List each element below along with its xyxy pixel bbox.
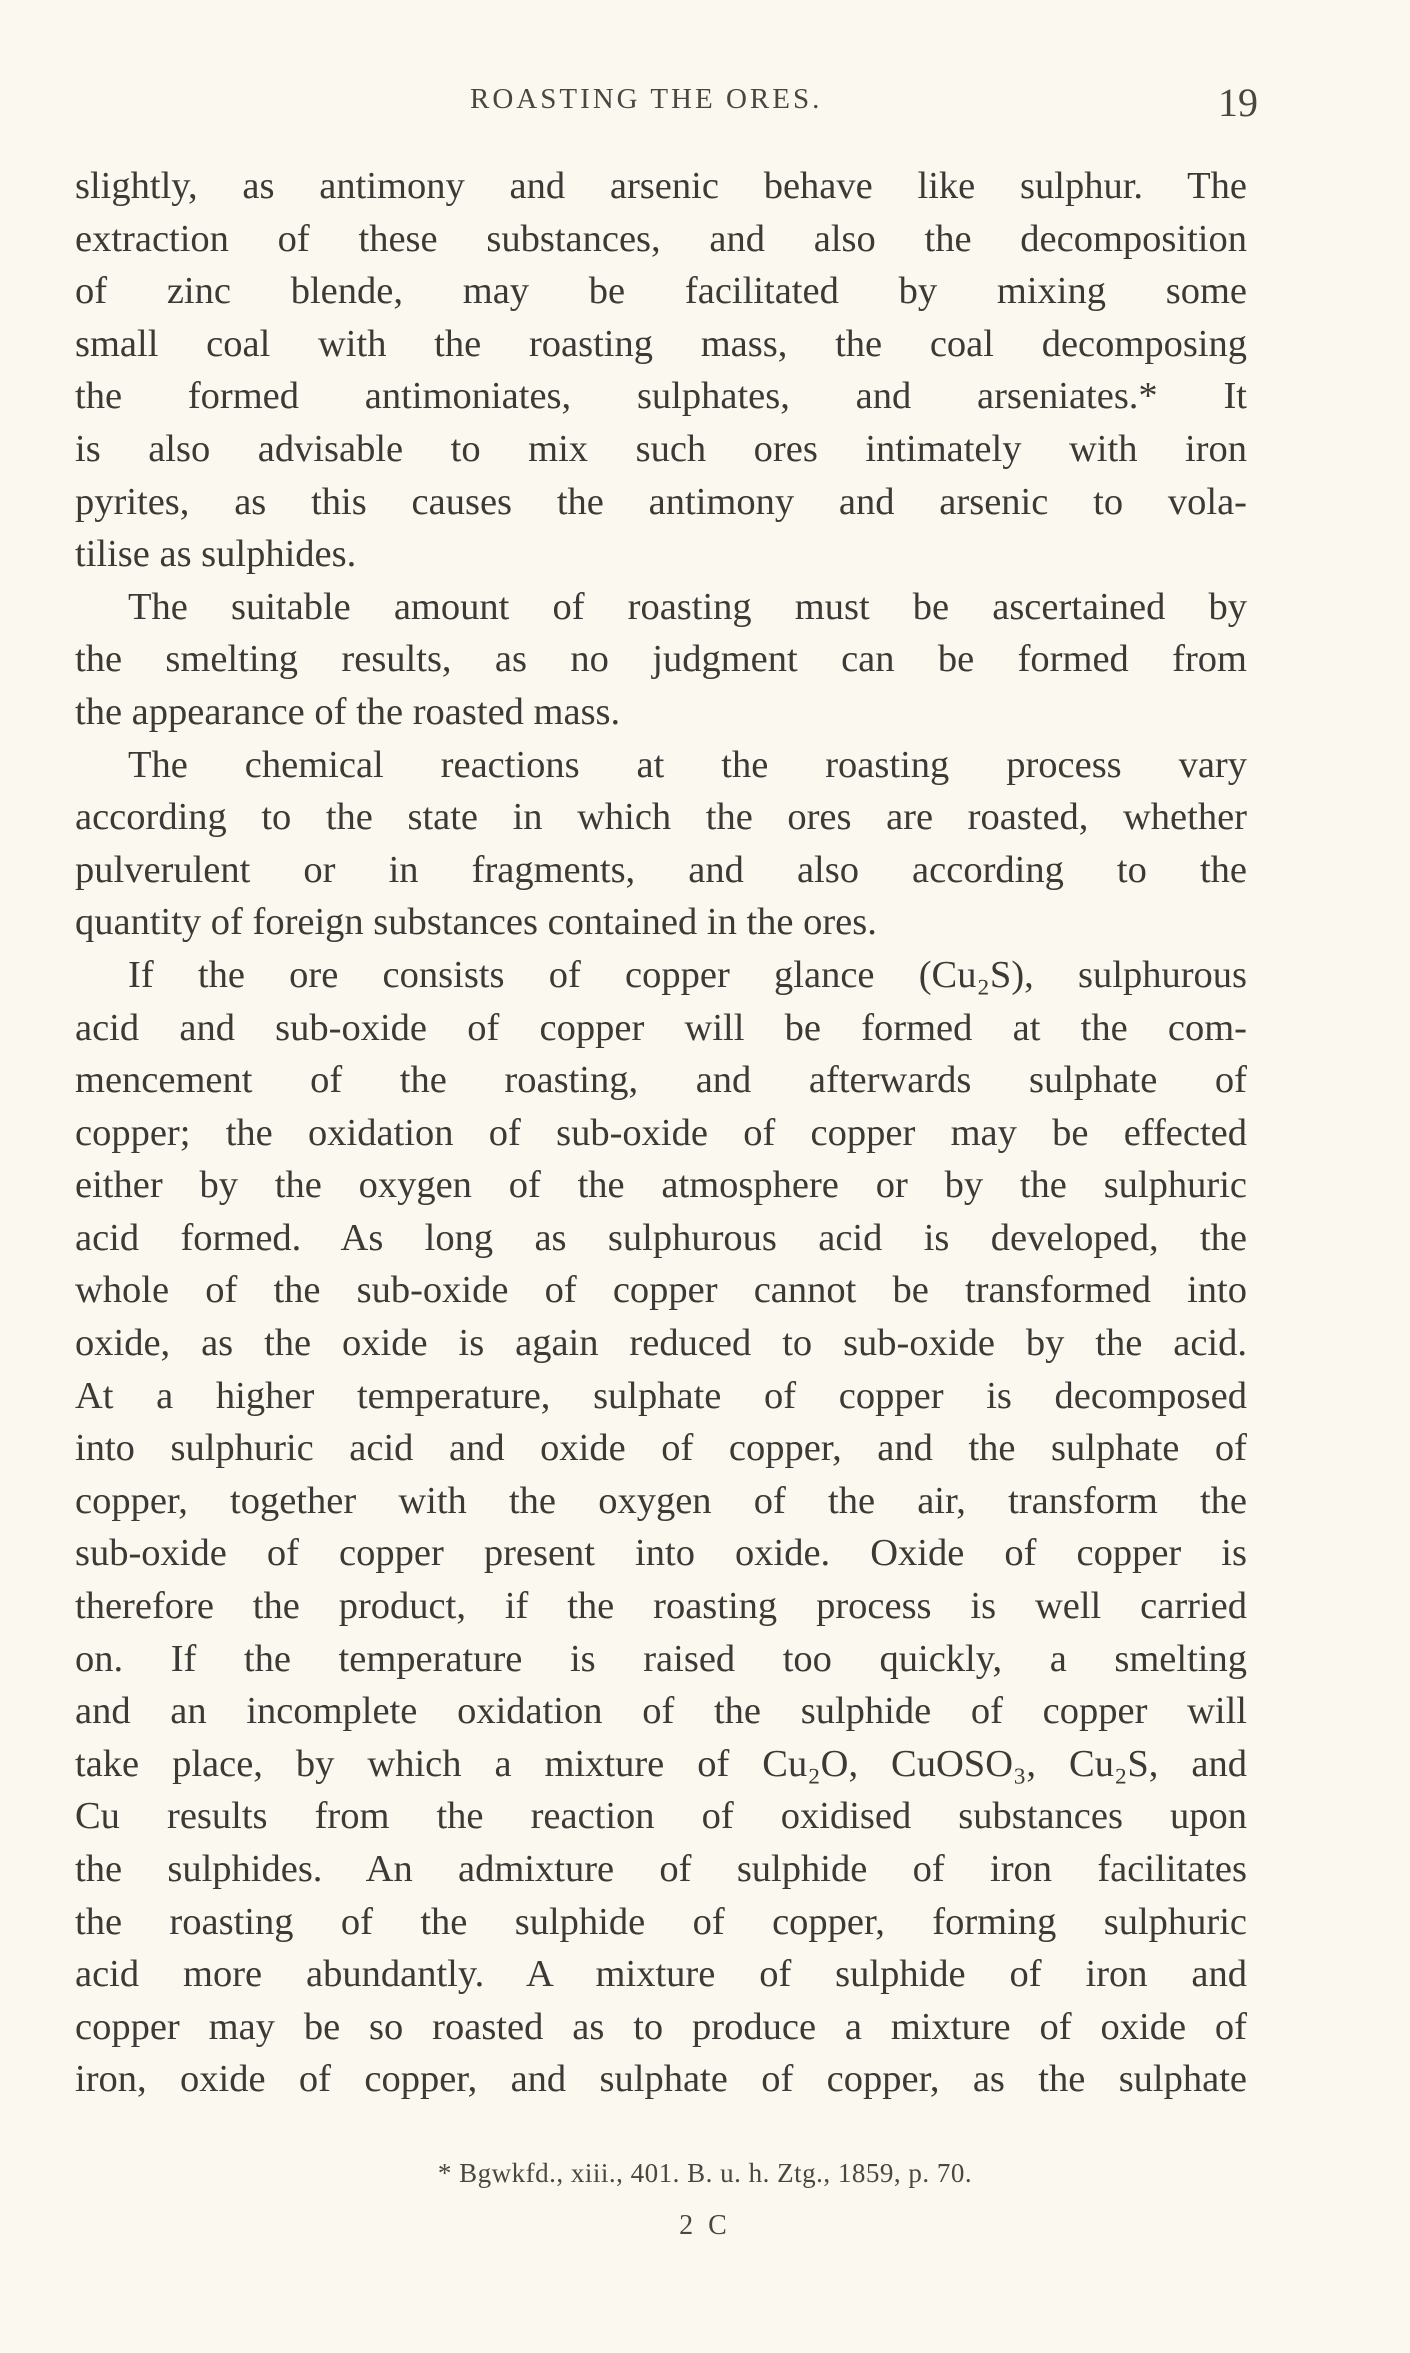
text-line: take place, by which a mixture of Cu₂O, CuOSO₃, Cu₂S, and (75, 1742, 1247, 1785)
text-line: according to the state in which the ores are roasted, whether (75, 796, 1247, 839)
text-line: the formed antimoniates, sulphates, and arseniates.* It (75, 375, 1247, 418)
text-line: copper, together with the oxygen of the air, transform the (75, 1479, 1247, 1522)
text-line: mencement of the roasting, and afterwards sulphate of (75, 1059, 1247, 1102)
text-line: either by the oxygen of the atmosphere or by the sulphuric (75, 1164, 1247, 1207)
text-line: pyrites, as this causes the antimony and arsenic to vola- (75, 480, 1247, 523)
text-line: pulverulent or in fragments, and also according to the (75, 848, 1247, 891)
text-line: of zinc blende, may be facilitated by mixing some (75, 270, 1247, 313)
text-line: the appearance of the roasted mass. (75, 690, 621, 733)
text-line: copper; the oxidation of sub-oxide of copper may be effected (75, 1111, 1247, 1154)
paragraph-start-line: The chemical reactions at the roasting process vary (128, 743, 1247, 786)
text-line: is also advisable to mix such ores intimately with iron (75, 427, 1247, 470)
text-line: oxide, as the oxide is again reduced to sub-oxide by the acid. (75, 1322, 1247, 1365)
paragraph-start-line: If the ore consists of copper glance (Cu₂S), sulphurous (128, 953, 1247, 996)
text-line: on. If the temperature is raised too quickly, a smelting (75, 1637, 1247, 1680)
text-line: small coal with the roasting mass, the coal decomposing (75, 322, 1247, 365)
footnote: * Bgwkfd., xiii., 401. B. u. h. Ztg., 1859, p. 70. (437, 2158, 973, 2188)
page-number: 19 (1218, 80, 1258, 125)
text-line: and an incomplete oxidation of the sulphide of copper will (75, 1690, 1247, 1733)
text-line: the smelting results, as no judgment can be formed from (75, 638, 1247, 681)
text-line: whole of the sub-oxide of copper cannot be transformed into (75, 1269, 1247, 1312)
text-line: acid more abundantly. A mixture of sulphide of iron and (75, 1953, 1247, 1996)
text-line: sub-oxide of copper present into oxide. Oxide of copper is (75, 1532, 1247, 1575)
text-line: slightly, as antimony and arsenic behave like sulphur. The (75, 165, 1247, 207)
text-line: acid and sub-oxide of copper will be formed at the com- (75, 1006, 1247, 1049)
text-line: copper may be so roasted as to produce a mixture of oxide of (75, 2005, 1247, 2048)
text-line: acid formed. As long as sulphurous acid is developed, the (75, 1216, 1247, 1259)
text-line: tilise as sulphides. (75, 533, 357, 576)
body-text (75, 160, 1247, 2106)
paragraph-start-line: The suitable amount of roasting must be ascertained by (128, 585, 1247, 628)
text-line: iron, oxide of copper, and sulphate of copper, as the sulphate (75, 2058, 1247, 2101)
text-line: into sulphuric acid and oxide of copper, and the sulphate of (75, 1427, 1247, 1470)
running-title: ROASTING THE ORES. (470, 83, 823, 115)
text-line: the roasting of the sulphide of copper, forming sulphuric (75, 1900, 1247, 1943)
text-line: quantity of foreign substances contained in the ores. (75, 901, 877, 944)
text-line: At a higher temperature, sulphate of copper is decomposed (75, 1374, 1247, 1417)
text-line: the sulphides. An admixture of sulphide of iron facilitates (75, 1848, 1247, 1890)
text-line: Cu results from the reaction of oxidised substances upon (75, 1795, 1247, 1838)
page-header (0, 80, 1410, 133)
text-line: extraction of these substances, and also the decomposition (75, 217, 1247, 260)
signature-mark: 2 C (679, 2210, 731, 2241)
text-line: therefore the product, if the roasting process is well carried (75, 1585, 1247, 1628)
